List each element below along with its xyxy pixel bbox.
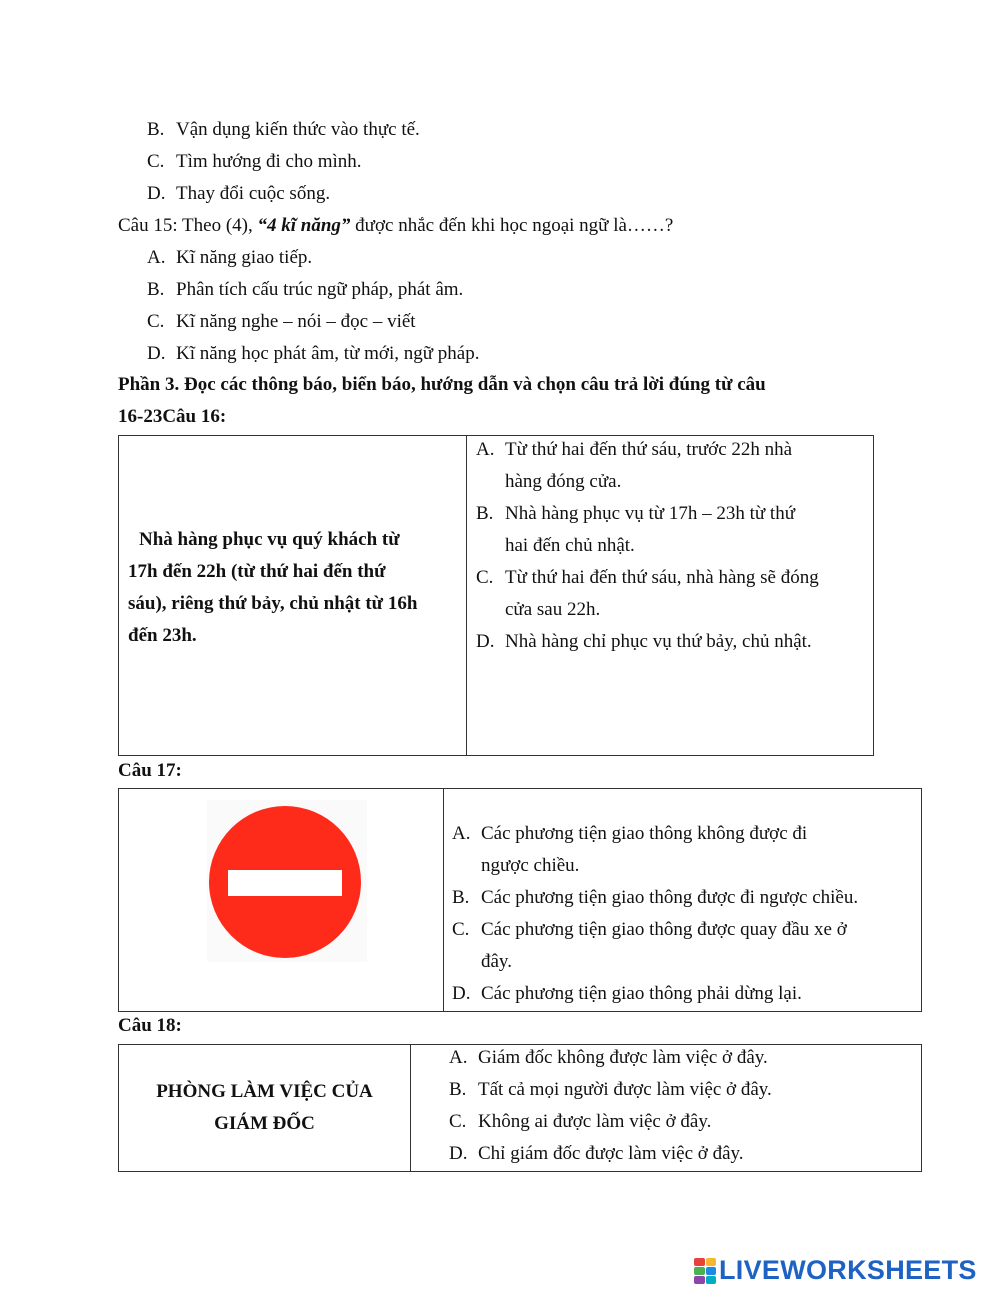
- q18-notice-cell: [119, 1045, 411, 1172]
- option-text: Nhà hàng phục vụ từ 17h – 23h từ thứ: [505, 503, 796, 524]
- q14-option-c: [147, 150, 362, 174]
- notice-line: sáu), riêng thứ bảy, chủ nhật từ 16h: [128, 593, 418, 614]
- notice-line: PHÒNG LÀM VIỆC CỦA: [156, 1081, 373, 1102]
- question-18-label: Câu 18:: [118, 1015, 182, 1036]
- option-letter: A.: [476, 439, 495, 460]
- option-letter: A.: [449, 1047, 468, 1068]
- option-letter: A.: [147, 247, 166, 268]
- q15-suffix: được nhắc đến khi học ngoại ngữ là……?: [350, 215, 674, 236]
- option-text: Không ai được làm việc ở đây.: [478, 1111, 712, 1132]
- part3-heading-cont: 16-23Câu 16:: [118, 406, 227, 427]
- q17-option-b: [452, 886, 858, 910]
- question-17-label: Câu 17:: [118, 760, 182, 781]
- q16-notice-cell: [119, 436, 467, 756]
- notice-line: GIÁM ĐỐC: [214, 1113, 315, 1134]
- option-text: Nhà hàng chỉ phục vụ thứ bảy, chủ nhật.: [505, 631, 812, 652]
- option-text-cont: cửa sau 22h.: [505, 599, 601, 620]
- q18-options-cell: [411, 1045, 922, 1172]
- no-entry-sign-image: [207, 800, 367, 962]
- notice-line: Nhà hàng phục vụ quý khách từ: [139, 529, 400, 550]
- option-text: Tìm hướng đi cho mình.: [176, 151, 362, 172]
- q18-option-c: [449, 1110, 711, 1134]
- option-letter: D.: [147, 183, 166, 204]
- option-letter: D.: [476, 631, 495, 652]
- q15-option-a: [147, 246, 312, 270]
- notice-line: 17h đến 22h (từ thứ hai đến thứ: [128, 561, 386, 582]
- option-letter: C.: [449, 1111, 467, 1132]
- option-letter: C.: [476, 567, 494, 588]
- option-text: Giám đốc không được làm việc ở đây.: [478, 1047, 768, 1068]
- q15-option-d: [147, 342, 479, 366]
- part3-heading: Phần 3. Đọc các thông báo, biển báo, hướng dẫn và chọn câu trả lời đúng từ câu: [118, 374, 766, 395]
- option-letter: B.: [147, 279, 165, 300]
- option-letter: C.: [147, 151, 165, 172]
- option-text: Từ thứ hai đến thứ sáu, nhà hàng sẽ đóng: [505, 567, 819, 588]
- option-letter: B.: [476, 503, 494, 524]
- q15-emphasis: “4 kĩ năng”: [257, 215, 351, 236]
- q18-option-a: [449, 1046, 768, 1070]
- option-letter: B.: [452, 887, 470, 908]
- option-letter: D.: [449, 1143, 468, 1164]
- option-text-cont: ngược chiều.: [481, 855, 580, 876]
- option-letter: B.: [147, 119, 165, 140]
- option-letter: B.: [449, 1079, 467, 1100]
- logo-text: LIVEWORKSHEETS: [719, 1255, 977, 1285]
- notice-line: đến 23h.: [128, 625, 197, 646]
- liveworksheets-logo-icon: [694, 1258, 716, 1284]
- q17-options-cell: [444, 789, 922, 1012]
- option-text: Kĩ năng nghe – nói – đọc – viết: [176, 311, 416, 332]
- option-text: Chỉ giám đốc được làm việc ở đây.: [478, 1143, 744, 1164]
- question-18-table: [118, 1044, 922, 1172]
- question-16-table: [118, 435, 874, 756]
- q16-option-c: [476, 566, 819, 590]
- option-letter: A.: [452, 823, 471, 844]
- no-entry-sign-icon: [207, 800, 367, 962]
- q14-option-d: [147, 182, 330, 206]
- question-15-prompt: [118, 214, 673, 238]
- option-text: Các phương tiện giao thông được đi ngược chiều.: [481, 887, 859, 908]
- option-text: Các phương tiện giao thông không được đi: [481, 823, 808, 844]
- q18-option-d: [449, 1142, 744, 1166]
- option-text: Kĩ năng giao tiếp.: [176, 247, 313, 268]
- option-text-cont: đây.: [481, 951, 512, 972]
- q16-option-d: [476, 630, 812, 654]
- q15-option-c: [147, 310, 416, 334]
- option-letter: D.: [147, 343, 166, 364]
- option-letter: C.: [452, 919, 470, 940]
- q15-option-b: [147, 278, 463, 302]
- q17-option-c: [452, 918, 847, 942]
- option-text: Từ thứ hai đến thứ sáu, trước 22h nhà: [505, 439, 793, 460]
- option-text-cont: hai đến chủ nhật.: [505, 535, 635, 556]
- q15-prefix: Câu 15: Theo (4),: [118, 215, 258, 236]
- option-text: Vận dụng kiến thức vào thực tế.: [176, 119, 420, 140]
- option-text: Tất cả mọi người được làm việc ở đây.: [478, 1079, 772, 1100]
- option-letter: D.: [452, 983, 471, 1004]
- q18-option-b: [449, 1078, 772, 1102]
- option-text-cont: hàng đóng cửa.: [505, 471, 622, 492]
- q14-option-b: [147, 118, 420, 142]
- option-text: Kĩ năng học phát âm, từ mới, ngữ pháp.: [176, 343, 480, 364]
- option-letter: C.: [147, 311, 165, 332]
- option-text: Các phương tiện giao thông phải dừng lại.: [481, 983, 802, 1004]
- option-text: Thay đổi cuộc sống.: [176, 183, 331, 204]
- q16-option-b: [476, 502, 795, 526]
- q17-option-a: [452, 822, 807, 846]
- q17-option-d: [452, 982, 802, 1006]
- q16-options-cell: [467, 436, 874, 756]
- option-text: Phân tích cấu trúc ngữ pháp, phát âm.: [176, 279, 464, 300]
- liveworksheets-logo: [694, 1255, 977, 1286]
- q16-option-a: [476, 438, 792, 462]
- option-text: Các phương tiện giao thông được quay đầu xe ở: [481, 919, 847, 940]
